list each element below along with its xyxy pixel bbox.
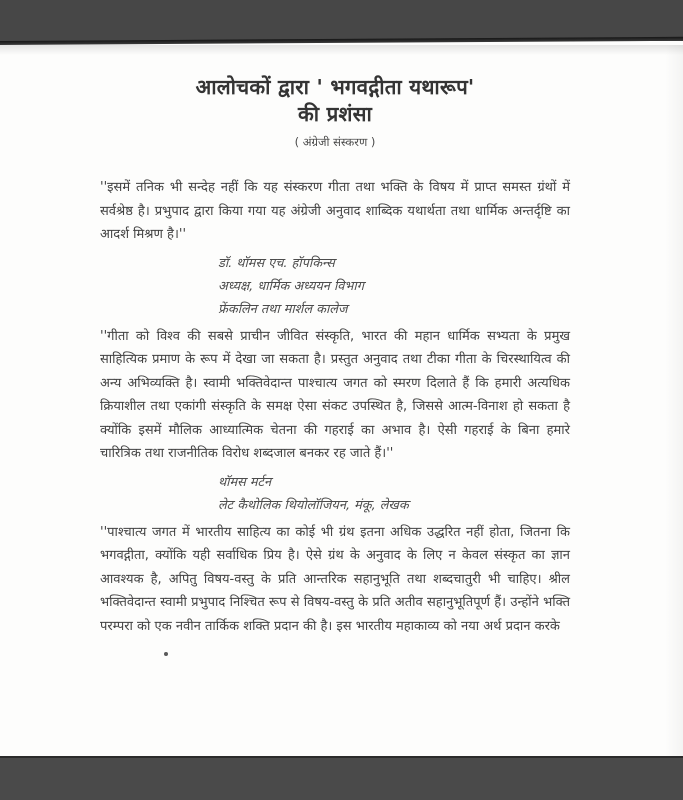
page-right-shade — [665, 45, 683, 756]
quote-hopkins: ''इसमें तनिक भी सन्देह नहीं कि यह संस्करण गीता तथा भक्ति के विषय में प्राप्त समस्त ग्रंथों में सर्वश्रेष्ठ है। प्रभुपाद द्वारा किया गया यह अंग्रेजी अनुवाद शाब्दिक यथार्थता तथा धार्मिक अन्तर्दृष्टि का आदर्श मिश्रण है।'' — [100, 180, 570, 242]
page-title-line1: आलोचकों द्वारा ' भगवद्गीता यथारूप' — [195, 75, 475, 99]
attribution-line: थॉमस मर्टन — [218, 474, 272, 490]
attribution-line: फ्रेंकलिन तथा मार्शल कालेज — [218, 301, 348, 317]
page-title — [100, 74, 570, 128]
page-top-shadow — [0, 45, 683, 55]
scanner-background-top — [0, 0, 683, 41]
page-subtitle: ( अंग्रेजी संस्करण ) — [294, 135, 376, 149]
attribution-hopkins — [218, 252, 570, 321]
scanner-background-bottom — [0, 756, 683, 800]
attribution-line: डॉ. थॉमस एच. हॉपकिन्स — [218, 255, 335, 271]
attribution-merton — [218, 471, 570, 517]
quote-western-world: ''पाश्चात्य जगत में भारतीय साहित्य का कोई भी ग्रंथ इतना अधिक उद्धरित नहीं होता, जितना कि भगवद्गीता, क्योंकि यही सर्वाधिक प्रिय है। ऐसे ग्रंथ के अनुवाद के लिए न केवल संस्कृत का ज्ञान आवश्यक है, अपितु विषय-वस्तु के प्रति आन्तरिक सहानुभूति तथा शब्दचातुरी भी चाहिए। श्रील भक्तिवेदान्त स्वामी प्रभुपाद निश्चित रूप से विषय-वस्तु के प्रति अतीव सहानुभूतिपूर्ण हैं। उन्होंने भक्ति परम्परा को एक नवीन तार्किक शक्ति प्रदान की है। इस भारतीय महाकाव्य को नया अर्थ प्रदान करके — [100, 524, 570, 634]
quote-merton: ''गीता को विश्व की सबसे प्राचीन जीवित संस्कृति, भारत की महान धार्मिक सभ्यता के प्रमुख साहित्यिक प्रमाण के रूप में देखा जा सकता है। प्रस्तुत अनुवाद तथा टीका गीता के चिरस्थायित्व की अन्य अभिव्यक्ति है। स्वामी भक्तिवेदान्त पाश्चात्य जगत को स्मरण दिलाते हैं कि हमारी अत्यधिक क्रियाशील तथा एकांगी संस्कृति के समक्ष ऐसा संकट उपस्थित है, जिससे आत्म-विनाश हो सकता है क्योंकि इसमें मौलिक आध्यात्मिक चेतना की गहराई का अभाव है। ऐसी गहराई के बिना हमारे चारित्रिक तथा राजनीतिक विरोध शब्दजाल बनकर रह जाते हैं।'' — [100, 328, 570, 461]
page-title-line2: की प्रशंसा — [298, 102, 372, 126]
page-content — [100, 74, 570, 638]
stray-ink-dot — [164, 652, 168, 656]
attribution-line: लेट कैथोलिक थियोलॉजियन, मंकू, लेखक — [218, 497, 409, 513]
attribution-line: अध्यक्ष, धार्मिक अध्ययन विभाग — [218, 278, 364, 294]
